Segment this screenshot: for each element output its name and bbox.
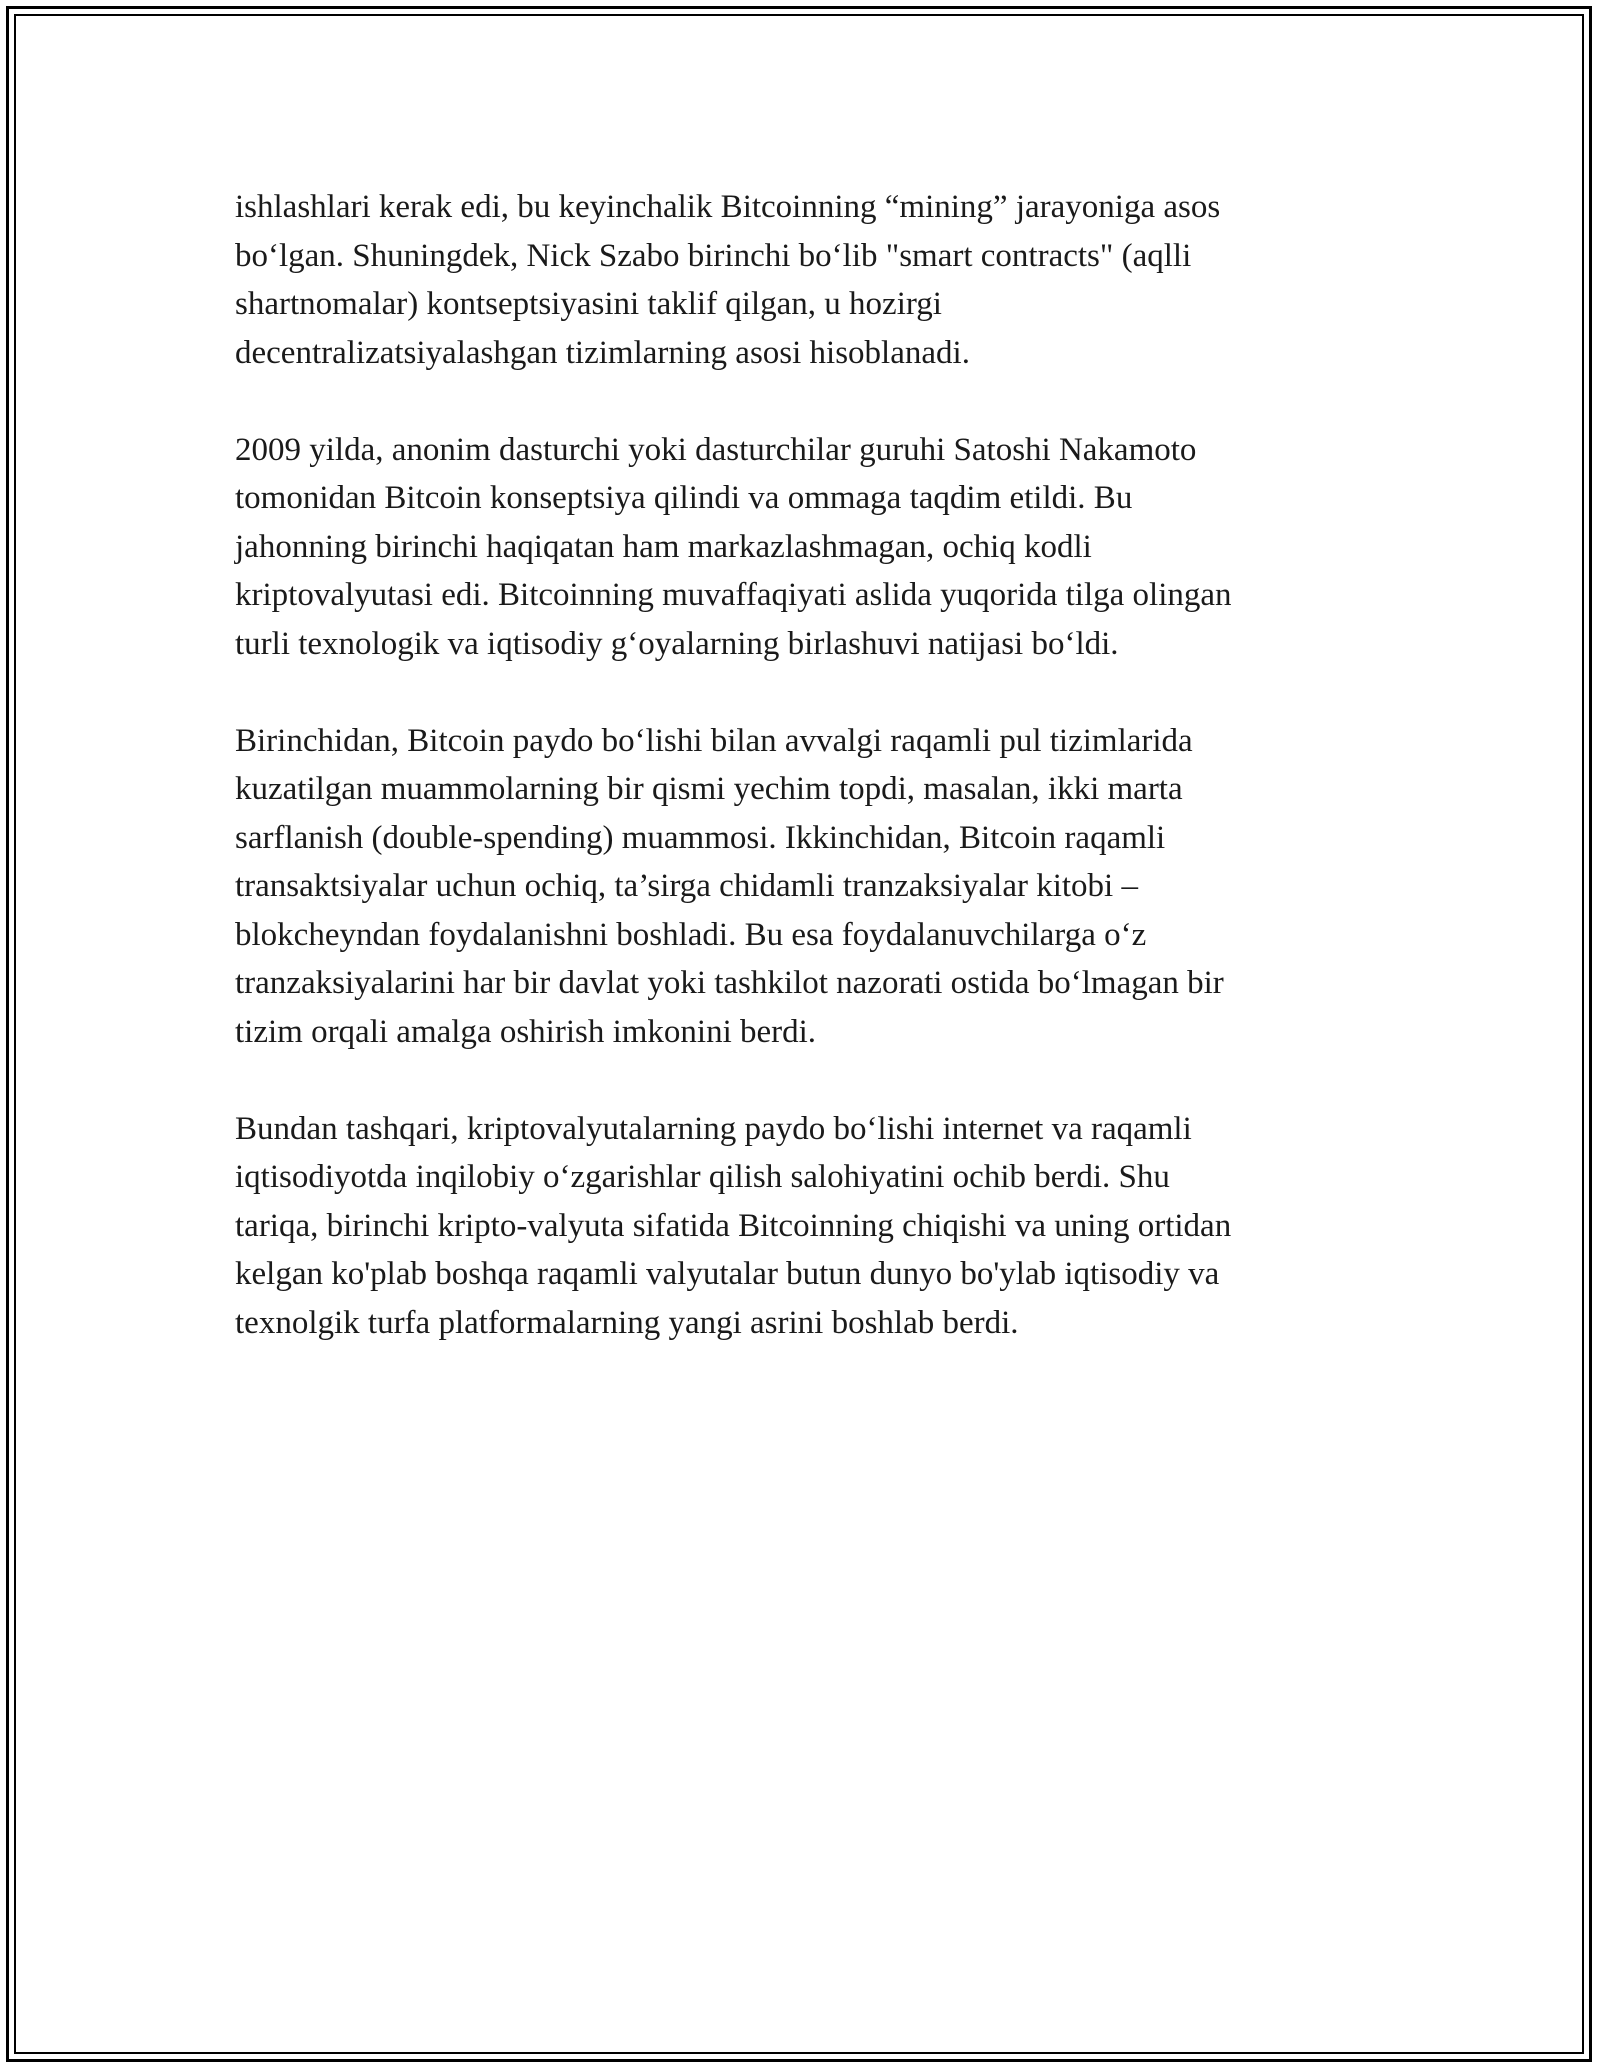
paragraph-3: Birinchidan, Bitcoin paydo boʻlishi bilan avvalgi raqamli pul tizimlarida kuzatilgan muammolarning bir qismi yechim topdi, masalan, ikki marta sarflanish (double-spending) muammosi. Ikkinchidan, Bitcoin raqamli transaktsiyalar uchun ochiq, ta’sirga chidamli tranzaksiyalar kitobi – blokcheyndan foydalanishni boshladi. Bu esa foydalanuvchilarga oʻz tranzaksiyalarini har bir davlat yoki tashkilot nazorati ostida boʻlmagan bir tizim orqali amalga oshirish imkonini berdi. [235,722,1224,1050]
paragraph-4: Bundan tashqari, kriptovalyutalarning paydo boʻlishi internet va raqamli iqtisodiyotda inqilobiy oʻzgarishlar qilish salohiyatini ochib berdi. Shu tariqa, birinchi kripto-valyuta sifatida Bitcoinning chiqishi va uning ortidan kelgan ko'plab boshqa raqamli valyutalar butun dunyo bo'ylab iqtisodiy va texnolgik turfa platformalarning yangi asrini boshlab berdi. [235,1110,1232,1341]
paragraph-1: ishlashlari kerak edi, bu keyinchalik Bitcoinning “mining” jarayoniga asos boʻlgan. Shuningdek, Nick Szabo birinchi boʻlib "smart contracts" (aqlli shartnomalar) kontseptsiyasini taklif qilgan, u hozirgi decentralizatsiyalashgan tizimlarning asosi hisoblanadi. [235,189,1221,371]
paragraph-2: 2009 yilda, anonim dasturchi yoki dasturchilar guruhi Satoshi Nakamoto tomonidan Bitcoin konseptsiya qilindi va ommaga taqdim etildi. Bu jahonning birinchi haqiqatan ham markazlashmagan, ochiq kodli kriptovalyutasi edi. Bitcoinning muvaffaqiyati aslida yuqorida tilga olingan turli texnologik va iqtisodiy gʻoyalarning birlashuvi natijasi boʻldi. [235,431,1232,662]
document-body [235,183,1365,1396]
